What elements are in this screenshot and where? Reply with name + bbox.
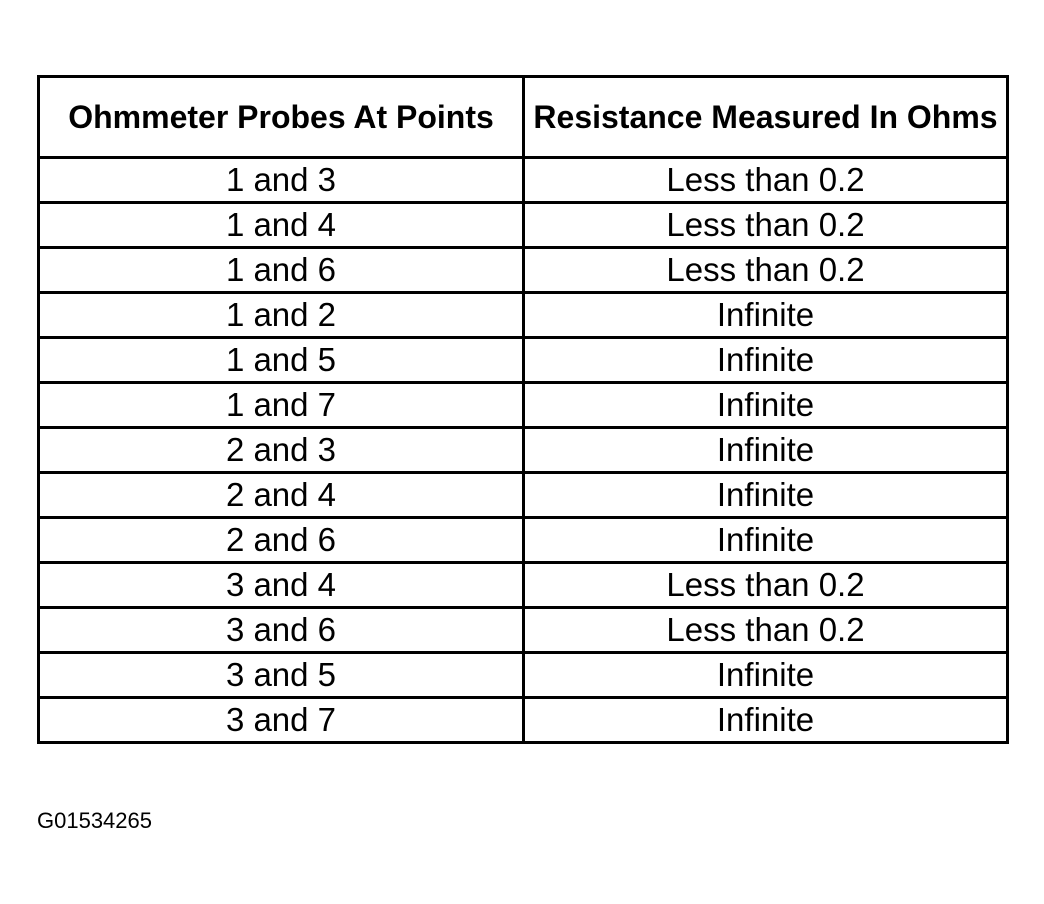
probe-points-cell: 1 and 5 <box>39 338 524 383</box>
probe-points-cell: 2 and 3 <box>39 428 524 473</box>
resistance-cell: Less than 0.2 <box>524 563 1008 608</box>
resistance-cell: Infinite <box>524 428 1008 473</box>
resistance-cell: Less than 0.2 <box>524 203 1008 248</box>
table-row <box>39 383 1008 428</box>
table-row <box>39 653 1008 698</box>
probe-points-cell: 1 and 3 <box>39 158 524 203</box>
resistance-cell: Infinite <box>524 383 1008 428</box>
header-row <box>39 77 1008 158</box>
table-row <box>39 203 1008 248</box>
probe-points-cell: 1 and 2 <box>39 293 524 338</box>
figure-id: G01534265 <box>37 808 152 833</box>
table-row <box>39 563 1008 608</box>
probe-points-cell: 1 and 4 <box>39 203 524 248</box>
probe-points-cell: 3 and 4 <box>39 563 524 608</box>
probe-points-cell: 3 and 7 <box>39 698 524 743</box>
table-row <box>39 338 1008 383</box>
resistance-cell: Infinite <box>524 473 1008 518</box>
resistance-cell: Infinite <box>524 338 1008 383</box>
table-row <box>39 293 1008 338</box>
probe-points-cell: 1 and 6 <box>39 248 524 293</box>
table-row <box>39 608 1008 653</box>
probe-points-cell: 2 and 4 <box>39 473 524 518</box>
table-row <box>39 698 1008 743</box>
table-row <box>39 248 1008 293</box>
probe-points-cell: 1 and 7 <box>39 383 524 428</box>
probe-points-cell: 3 and 5 <box>39 653 524 698</box>
resistance-cell: Less than 0.2 <box>524 608 1008 653</box>
header-probes: Ohmmeter Probes At Points <box>39 77 524 158</box>
resistance-cell: Less than 0.2 <box>524 158 1008 203</box>
resistance-cell: Infinite <box>524 293 1008 338</box>
resistance-cell: Less than 0.2 <box>524 248 1008 293</box>
resistance-cell: Infinite <box>524 653 1008 698</box>
table-row <box>39 518 1008 563</box>
header-resistance: Resistance Measured In Ohms <box>524 77 1008 158</box>
table-row <box>39 158 1008 203</box>
probe-points-cell: 2 and 6 <box>39 518 524 563</box>
resistance-table <box>37 75 1009 744</box>
resistance-cell: Infinite <box>524 698 1008 743</box>
probe-points-cell: 3 and 6 <box>39 608 524 653</box>
table-row <box>39 428 1008 473</box>
table-row <box>39 473 1008 518</box>
resistance-cell: Infinite <box>524 518 1008 563</box>
resistance-table-container <box>37 75 1006 744</box>
